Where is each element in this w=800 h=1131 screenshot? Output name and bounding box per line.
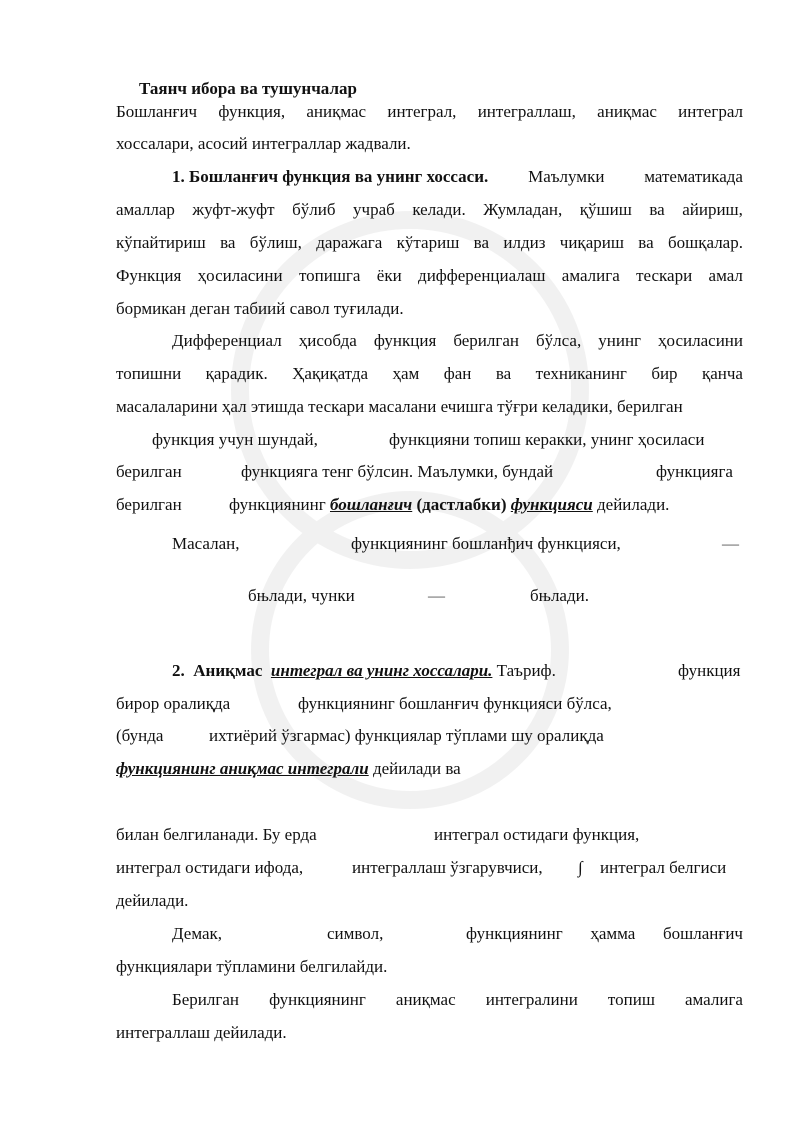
section1-paragraph1-line4: Функция ҳосиласини топишга ёки дифференциалаш амалига тескари амал [116, 266, 743, 285]
section2-line2b: функциянинг бошланғич функцияси бўлса, [298, 694, 612, 713]
section2-title: 2. Аниқмас интеграл ва унинг хоссалари. Таъриф. [172, 661, 556, 680]
keywords-line-1: Бошланғич функция, аниқмас интеграл, интеграллаш, аниқмас интеграл [116, 102, 743, 121]
section2-line1-end: функция [678, 661, 741, 680]
section1-paragraph2-line4b: функцияни топиш керакки, унинг ҳосиласи [389, 430, 705, 449]
section1-paragraph2-line4a: функция учун шундай, [152, 430, 318, 449]
example-end: бњлади. [530, 586, 589, 605]
section2-line6b: интеграллаш ўзгарувчиси, [352, 858, 543, 877]
section1-paragraph2-line1: Дифференциал ҳисобда функция берилган бўлса, унинг ҳосиласини [172, 331, 743, 350]
section1-paragraph2-line3: масалаларини ҳал этишда тескари масалани ечишга тўғри келадики, берилган [116, 397, 683, 416]
section2-line5a: билан белгиланади. Бу ерда [116, 825, 317, 844]
term-function: функцияси [510, 495, 593, 514]
section1-paragraph2-line5b: функцияга тенг бўлсин. Маълумки, бундай [241, 462, 554, 481]
section1-paragraph2-line5c: функцияга [656, 462, 733, 481]
integral-sign: ∫ [578, 858, 583, 877]
section2-p3-line1: Берилган функциянинг аниқмас интегралини топиш амалига [172, 990, 743, 1009]
section2-line6c: интеграл белгиси [600, 858, 727, 877]
example-because: бњлади, чунки [248, 586, 355, 605]
term-indefinite-integral: функциянинг аниқмас интеграли [116, 759, 369, 778]
section2-line3a: (бунда [116, 726, 164, 745]
section2-line6a: интеграл остидаги ифода, [116, 858, 304, 877]
keywords-line-2: хоссалари, асосий интеграллар жадвали. [116, 134, 411, 153]
section2-line2a: бирор оралиқда [116, 694, 231, 713]
section2-p2-line2: функциялари тўпламини белгилайди. [116, 957, 388, 976]
section1-paragraph1-line2: амаллар жуфт-жуфт бўлиб учраб келади. Жумладан, қўшиш ва айириш, [116, 200, 743, 219]
example-dash-1: — [722, 534, 739, 553]
section1-paragraph2-line5a: берилган [116, 462, 182, 481]
section1-paragraph2-line6: функциянинг бошланғич (дастлабки) функцияси дейилади. [229, 495, 670, 514]
section1-paragraph1-line5: бормикан деган табиий савол туғилади. [116, 299, 404, 318]
definition-label: Таъриф. [496, 661, 556, 680]
section1-paragraph2-line6a: берилган [116, 495, 182, 514]
example-text: функциянинг бошланђич функцияси, [351, 534, 621, 553]
section2-p3-line2: интеграллаш дейилади. [116, 1023, 287, 1042]
section2-line3b: ихтиёрий ўзгармас) функциялар тўплами шу оралиқда [209, 726, 604, 745]
section2-line5b: интеграл остидаги функция, [434, 825, 640, 844]
section2-line7: дейилади. [116, 891, 189, 910]
section2-line4: функциянинг аниқмас интеграли дейилади ва [116, 759, 461, 778]
example-dash-2: — [428, 586, 445, 605]
key-terms-heading: Таянч ибора ва тушунчалар [139, 79, 357, 98]
section1-paragraph2-line2: топишни қарадик. Ҳақиқатда ҳам фан ва техниканинг бир қанча [116, 364, 743, 383]
example-label: Масалан, [172, 534, 240, 553]
section1-paragraph1-line3: кўпайтириш ва бўлиш, даражага кўтариш ва илдиз чиқариш ва бошқалар. [116, 233, 743, 252]
section2-p2-a: Демак, [172, 924, 223, 943]
section1-title: 1. Бошланғич функция ва унинг хоссаси. [172, 167, 489, 186]
section2-p2-c: функциянинг ҳамма бошланғич [466, 924, 743, 943]
term-primitive: бошланғич [329, 495, 413, 514]
section1-paragraph1-line1: 1. Бошланғич функция ва унинг хоссаси. Маълумки математикада [172, 165, 743, 189]
section2-p2-b: символ, [327, 924, 384, 943]
